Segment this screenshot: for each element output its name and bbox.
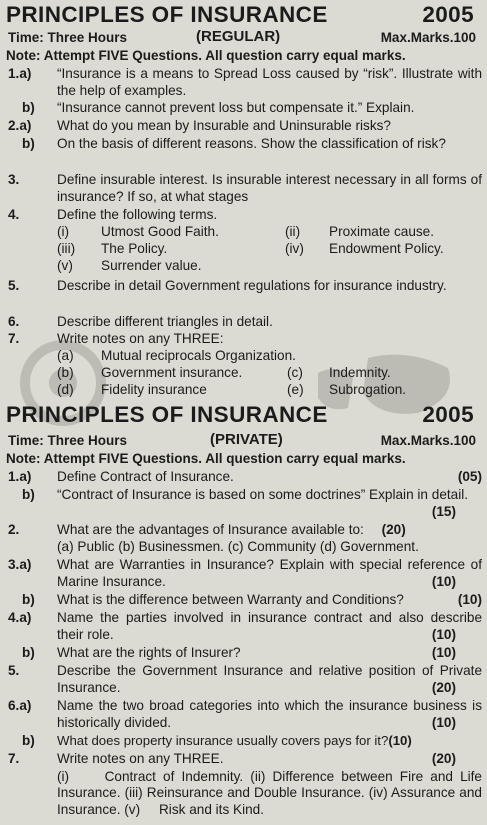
question-number: 5. — [8, 663, 20, 678]
regular-question-5 — [6, 278, 482, 295]
regular-meta — [6, 30, 480, 48]
private-max-marks: Max.Marks.100 — [380, 433, 476, 448]
private-question-6a — [6, 698, 482, 731]
regular-question-3 — [6, 172, 482, 205]
regular-question-2b — [6, 136, 482, 153]
option-number: (c) — [287, 365, 303, 380]
question-text: What are Warranties in Insurance? Explain with special reference of Marine Insurance. — [57, 557, 482, 589]
option-text: Utmost Good Faith. — [101, 224, 219, 239]
private-question-7 — [6, 751, 486, 818]
question-subparts: (i) Contract of Indemnity. (ii) Difference between Fire and Life Insurance. (iii) Reinsurance and Double Insurance. (iv) Assurance and Insurance. (v) Risk and its Kind. — [57, 768, 486, 817]
private-question-4a — [6, 610, 482, 643]
question-text: What is the difference between Warranty and Conditions? — [57, 592, 404, 607]
question-marks: (10) — [431, 573, 456, 589]
question-marks: (10) — [431, 645, 456, 660]
private-year: 2005 — [422, 402, 474, 427]
regular-max-marks: Max.Marks.100 — [380, 30, 476, 45]
option-number: (i) — [57, 224, 70, 239]
question-number: 5. — [8, 278, 20, 293]
regular-time: Time: Three Hours — [8, 30, 128, 45]
regular-question-7 — [6, 331, 482, 348]
private-title — [6, 402, 482, 428]
question-number: 7. — [8, 751, 20, 766]
question-text: Describe different triangles in detail. — [57, 314, 273, 329]
question-marks: (15) — [431, 503, 456, 519]
question-marks: (20) — [431, 679, 456, 695]
question-number: 3.a) — [8, 557, 32, 572]
regular-question-4-options — [57, 224, 482, 276]
question-text: Define insurable interest. Is insurable interest necessary in all forms of insurance? If so, at what stages — [57, 172, 482, 204]
question-number: 6. — [8, 314, 20, 329]
question-number: 2. — [8, 522, 20, 537]
question-text: “Insurance cannot prevent loss but compensate it.” Explain. — [57, 100, 415, 115]
question-number: 7. — [8, 331, 20, 346]
option-number: (b) — [57, 365, 74, 380]
question-number: 3. — [8, 172, 20, 187]
question-text: Describe in detail Government regulations for insurance industry. — [57, 278, 447, 293]
question-number: b) — [22, 592, 35, 607]
question-text: On the basis of different reasons. Show the classification of risk? — [57, 136, 446, 151]
question-text: What does property insurance usually covers pays for it? — [57, 733, 389, 748]
private-section: (PRIVATE) — [210, 431, 283, 448]
question-text: “Insurance is a means to Spread Loss caused by “risk”. Illustrate with the help of examples. — [57, 66, 482, 98]
question-number: b) — [22, 645, 35, 660]
private-question-5 — [6, 663, 482, 696]
option-number: (d) — [57, 382, 74, 397]
question-marks: (20) — [381, 522, 406, 537]
regular-question-1a — [6, 66, 482, 99]
question-number: 6.a) — [8, 698, 32, 713]
regular-question-4 — [6, 207, 482, 224]
private-question-3b — [6, 592, 482, 609]
question-text: What do you mean by Insurable and Uninsurable risks? — [57, 118, 391, 133]
question-number: 4.a) — [8, 610, 32, 625]
regular-title — [6, 2, 482, 28]
option-text: Indemnity. — [329, 365, 391, 380]
question-text: Describe the Government Insurance and relative position of Private Insurance. — [57, 663, 482, 695]
question-text: What are the rights of Insurer? — [57, 645, 241, 660]
option-text: Proximate cause. — [329, 224, 435, 239]
option-text: Endowment Policy. — [329, 241, 444, 256]
question-number: b) — [22, 136, 35, 151]
question-number: b) — [22, 100, 35, 115]
question-marks: (10) — [431, 626, 456, 642]
question-text: Name the two broad categories into which the insurance business is historically divided. — [57, 698, 482, 730]
question-number: 1.a) — [8, 66, 32, 81]
question-number: 2.a) — [8, 118, 32, 133]
private-meta — [6, 433, 480, 451]
private-question-2 — [6, 522, 482, 555]
question-number: b) — [22, 487, 35, 502]
option-number: (e) — [287, 382, 304, 397]
option-text: Fidelity insurance — [101, 382, 207, 397]
option-text: Government insurance. — [101, 365, 243, 380]
option-number: (a) — [57, 348, 74, 363]
regular-note: Note: Attempt FIVE Questions. All question carry equal marks. — [6, 48, 406, 63]
option-number: (v) — [57, 258, 73, 273]
private-title-text: PRINCIPLES OF INSURANCE — [6, 402, 328, 427]
question-text: What are the advantages of Insurance available to: — [57, 522, 364, 537]
option-text: Subrogation. — [329, 382, 407, 397]
regular-question-6 — [6, 314, 482, 331]
option-number: (ii) — [285, 224, 301, 239]
question-marks: (20) — [431, 751, 456, 766]
private-question-6b — [6, 733, 482, 750]
option-number: (iv) — [285, 241, 304, 256]
regular-title-text: PRINCIPLES OF INSURANCE — [6, 2, 328, 27]
private-question-4b — [6, 645, 482, 662]
regular-section: (REGULAR) — [196, 28, 281, 45]
regular-question-7-options — [57, 348, 482, 400]
regular-question-1b — [6, 100, 482, 117]
question-text: Name the parties involved in insurance contract and also describe their role. — [57, 610, 482, 642]
private-question-1b — [6, 487, 482, 520]
regular-year: 2005 — [422, 2, 474, 27]
question-subparts: (a) Public (b) Businessmen. (c) Community (d) Government. — [57, 538, 419, 554]
private-time: Time: Three Hours — [8, 433, 128, 448]
private-question-1a — [6, 469, 482, 486]
question-number: b) — [22, 733, 35, 748]
question-marks: (10) — [388, 733, 412, 748]
question-number: 1.a) — [8, 469, 32, 484]
question-text: Write notes on any THREE. — [57, 751, 224, 766]
question-marks: (10) — [457, 592, 482, 607]
question-text: Write notes on any THREE: — [57, 331, 224, 346]
question-text: Define the following terms. — [57, 207, 218, 222]
question-text: Define Contract of Insurance. — [57, 469, 234, 484]
regular-question-2a — [6, 118, 482, 135]
option-text: The Policy. — [101, 241, 168, 256]
option-text: Surrender value. — [101, 258, 202, 273]
question-marks: (05) — [457, 469, 482, 484]
option-number: (iii) — [57, 241, 76, 256]
question-marks: (10) — [431, 714, 456, 730]
private-question-3a — [6, 557, 482, 590]
private-note: Note: Attempt FIVE Questions. All question carry equal marks. — [6, 451, 406, 466]
question-text: “Contract of Insurance is based on some doctrines” Explain in detail. — [57, 487, 469, 502]
option-text: Mutual reciprocals Organization. — [101, 348, 296, 363]
question-number: 4. — [8, 207, 20, 222]
